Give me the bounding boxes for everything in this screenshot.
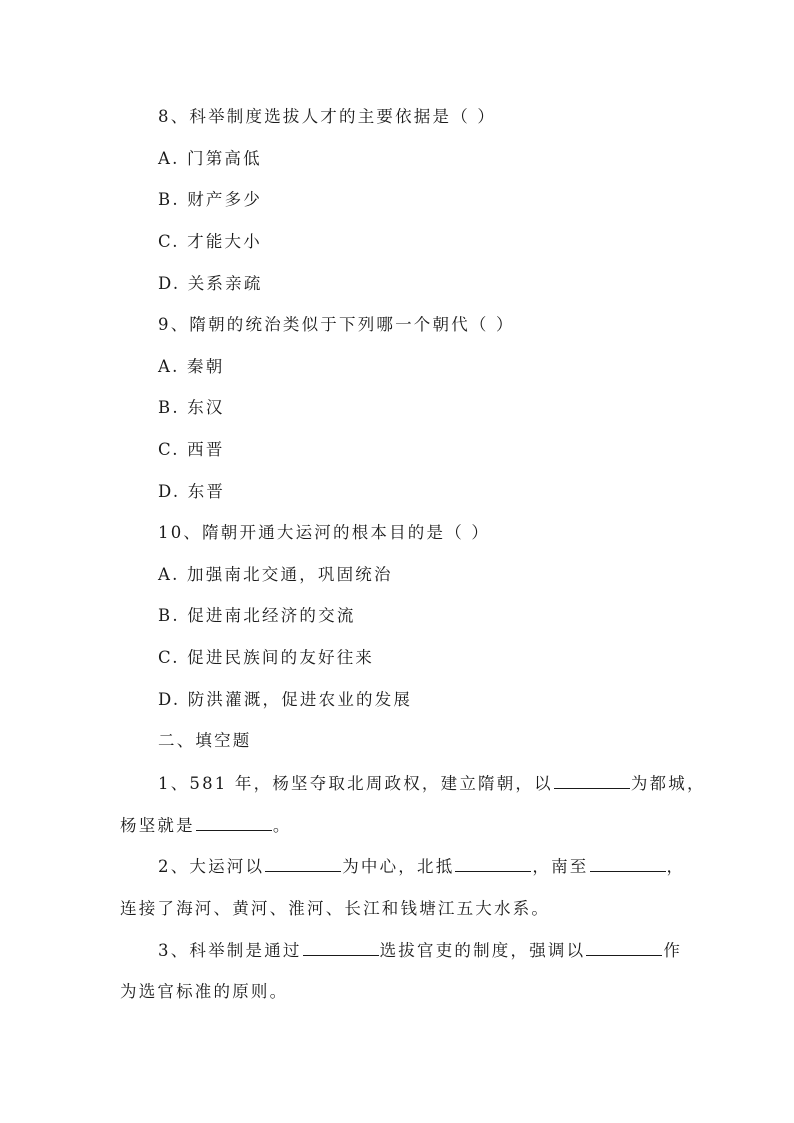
fill-question-2-line-1 [158, 855, 685, 879]
fill-q3-text-3: 作 [663, 941, 683, 960]
answer-blank[interactable] [455, 855, 531, 872]
question-9-option-a: A. 秦朝 [158, 357, 225, 376]
answer-blank[interactable] [554, 772, 630, 789]
fill-question-3-line-1 [158, 939, 682, 963]
fill-q1-text-1: 1、581 年，杨坚夺取北周政权，建立隋朝，以 [158, 774, 553, 793]
question-9-option-d: D. 东晋 [158, 482, 226, 501]
question-10-option-a: A. 加强南北交通，巩固统治 [158, 565, 393, 584]
fill-q1-text-4: 。 [272, 816, 292, 835]
fill-q2-text-1: 2、大运河以 [158, 857, 265, 876]
fill-q2-text-3: ，南至 [532, 857, 589, 876]
fill-q1-text-2: 为都城， [630, 774, 706, 793]
question-9-stem: 9、隋朝的统治类似于下列哪一个朝代（ ） [158, 315, 515, 334]
question-10-option-d: D. 防洪灌溉，促进农业的发展 [158, 690, 413, 709]
answer-blank[interactable] [265, 855, 341, 872]
fill-q3-text-1: 3、科举制是通过 [158, 941, 302, 960]
question-8-option-b: B. 财产多少 [158, 190, 263, 209]
question-8-option-c: C. 才能大小 [158, 232, 262, 251]
question-8-stem: 8、科举制度选拔人才的主要依据是（ ） [158, 107, 497, 126]
question-10-stem: 10、隋朝开通大运河的根本目的是（ ） [158, 523, 491, 542]
answer-blank[interactable] [196, 814, 272, 831]
fill-q1-text-3: 杨坚就是 [120, 816, 195, 835]
question-10-option-c: C. 促进民族间的友好往来 [158, 648, 375, 667]
question-10-option-b: B. 促进南北经济的交流 [158, 606, 356, 625]
fill-q3-text-2: 选拔官吏的制度，强调以 [379, 941, 586, 960]
answer-blank[interactable] [303, 939, 379, 956]
question-8-option-a: A. 门第高低 [158, 149, 262, 168]
question-9-option-b: B. 东汉 [158, 398, 225, 417]
fill-q2-text-2: 为中心，北抵 [342, 857, 455, 876]
fill-question-1-line-1 [158, 772, 706, 796]
section-title: 二、填空题 [158, 731, 252, 750]
fill-question-1-line-2 [120, 814, 292, 838]
fill-q2-text-4: ， [666, 857, 686, 876]
answer-blank[interactable] [590, 855, 666, 872]
fill-question-3-line-2: 为选官标准的原则。 [120, 982, 289, 1001]
fill-question-2-line-2: 连接了海河、黄河、淮河、长江和钱塘江五大水系。 [120, 899, 551, 918]
answer-blank[interactable] [586, 939, 662, 956]
question-9-option-c: C. 西晋 [158, 440, 225, 459]
question-8-option-d: D. 关系亲疏 [158, 274, 263, 293]
